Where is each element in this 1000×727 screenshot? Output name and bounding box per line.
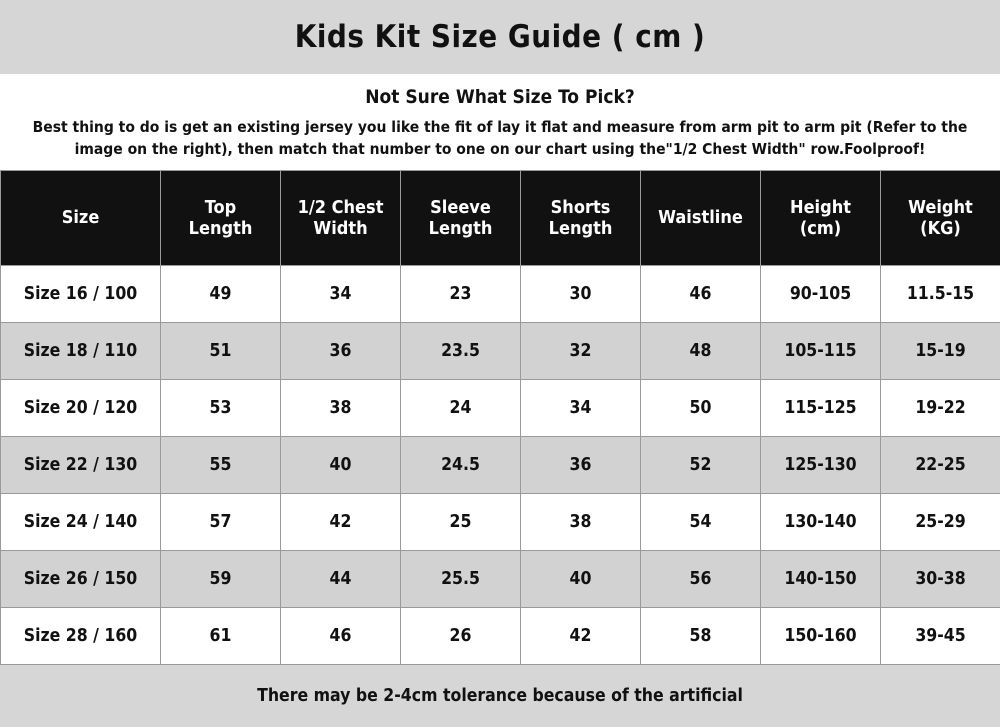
cell-half-chest-width: 42 <box>281 494 401 551</box>
cell-weight: 15-19 <box>881 323 1000 380</box>
cell-size: Size 28 / 160 <box>1 608 161 665</box>
cell-top-length: 59 <box>161 551 281 608</box>
cell-size: Size 16 / 100 <box>1 266 161 323</box>
size-table-wrapper <box>0 170 1000 665</box>
cell-top-length: 49 <box>161 266 281 323</box>
table-row <box>1 380 1000 437</box>
cell-weight: 22-25 <box>881 437 1000 494</box>
table-row <box>1 437 1000 494</box>
header-line-2: (cm) <box>765 218 876 239</box>
cell-size: Size 26 / 150 <box>1 551 161 608</box>
cell-sleeve-length: 23.5 <box>401 323 521 380</box>
cell-size: Size 24 / 140 <box>1 494 161 551</box>
footer-note <box>0 665 1000 727</box>
header-line-1: Top <box>165 197 276 218</box>
cell-waistline: 58 <box>641 608 761 665</box>
cell-size: Size 18 / 110 <box>1 323 161 380</box>
column-header-half-chest-width <box>281 171 401 266</box>
header-line-1: Size <box>5 207 156 228</box>
table-header <box>1 171 1000 266</box>
column-header-waistline <box>641 171 761 266</box>
cell-height: 90-105 <box>761 266 881 323</box>
header-line-1: Waistline <box>645 207 756 228</box>
cell-height: 115-125 <box>761 380 881 437</box>
column-header-weight <box>881 171 1000 266</box>
cell-sleeve-length: 25 <box>401 494 521 551</box>
intro-block <box>0 74 1000 170</box>
intro-blurb: Best thing to do is get an existing jersey you like the fit of lay it flat and measure from arm pit to arm pit (Refer to the image on the right), then match that number to one on our chart using the"1/2 Chest Width" row.Foolproof! <box>14 116 986 160</box>
header-line-2: Length <box>405 218 516 239</box>
cell-top-length: 53 <box>161 380 281 437</box>
cell-shorts-length: 42 <box>521 608 641 665</box>
cell-weight: 11.5-15 <box>881 266 1000 323</box>
cell-shorts-length: 40 <box>521 551 641 608</box>
table-row <box>1 551 1000 608</box>
cell-waistline: 54 <box>641 494 761 551</box>
cell-weight: 25-29 <box>881 494 1000 551</box>
cell-shorts-length: 36 <box>521 437 641 494</box>
cell-waistline: 56 <box>641 551 761 608</box>
table-row <box>1 608 1000 665</box>
cell-top-length: 61 <box>161 608 281 665</box>
cell-shorts-length: 32 <box>521 323 641 380</box>
cell-height: 130-140 <box>761 494 881 551</box>
column-header-top-length <box>161 171 281 266</box>
cell-half-chest-width: 44 <box>281 551 401 608</box>
cell-weight: 39-45 <box>881 608 1000 665</box>
cell-half-chest-width: 38 <box>281 380 401 437</box>
column-header-height <box>761 171 881 266</box>
table-row <box>1 266 1000 323</box>
cell-waistline: 52 <box>641 437 761 494</box>
column-header-shorts-length <box>521 171 641 266</box>
cell-sleeve-length: 24 <box>401 380 521 437</box>
intro-headline: Not Sure What Size To Pick? <box>14 86 986 108</box>
column-header-sleeve-length <box>401 171 521 266</box>
footer-note-text: There may be 2-4cm tolerance because of the artificial <box>257 686 743 706</box>
header-line-1: Height <box>765 197 876 218</box>
cell-half-chest-width: 40 <box>281 437 401 494</box>
header-line-2: (KG) <box>885 218 996 239</box>
cell-waistline: 46 <box>641 266 761 323</box>
cell-shorts-length: 34 <box>521 380 641 437</box>
cell-half-chest-width: 36 <box>281 323 401 380</box>
cell-waistline: 48 <box>641 323 761 380</box>
header-line-2: Width <box>285 218 396 239</box>
cell-sleeve-length: 26 <box>401 608 521 665</box>
cell-height: 140-150 <box>761 551 881 608</box>
size-table <box>0 170 1000 665</box>
cell-waistline: 50 <box>641 380 761 437</box>
header-line-1: Sleeve <box>405 197 516 218</box>
cell-height: 105-115 <box>761 323 881 380</box>
cell-weight: 30-38 <box>881 551 1000 608</box>
cell-half-chest-width: 46 <box>281 608 401 665</box>
cell-sleeve-length: 25.5 <box>401 551 521 608</box>
page-title: Kids Kit Size Guide ( cm ) <box>295 19 706 55</box>
cell-sleeve-length: 24.5 <box>401 437 521 494</box>
cell-sleeve-length: 23 <box>401 266 521 323</box>
cell-top-length: 51 <box>161 323 281 380</box>
table-row <box>1 494 1000 551</box>
cell-shorts-length: 30 <box>521 266 641 323</box>
header-line-1: 1/2 Chest <box>285 197 396 218</box>
cell-height: 150-160 <box>761 608 881 665</box>
header-line-1: Weight <box>885 197 996 218</box>
cell-size: Size 20 / 120 <box>1 380 161 437</box>
cell-top-length: 57 <box>161 494 281 551</box>
header-line-2: Length <box>165 218 276 239</box>
column-header-size <box>1 171 161 266</box>
title-bar <box>0 0 1000 74</box>
cell-height: 125-130 <box>761 437 881 494</box>
header-line-2: Length <box>525 218 636 239</box>
table-row <box>1 323 1000 380</box>
cell-size: Size 22 / 130 <box>1 437 161 494</box>
cell-top-length: 55 <box>161 437 281 494</box>
cell-weight: 19-22 <box>881 380 1000 437</box>
cell-half-chest-width: 34 <box>281 266 401 323</box>
header-line-1: Shorts <box>525 197 636 218</box>
cell-shorts-length: 38 <box>521 494 641 551</box>
table-body <box>1 266 1000 665</box>
header-row <box>1 171 1000 266</box>
